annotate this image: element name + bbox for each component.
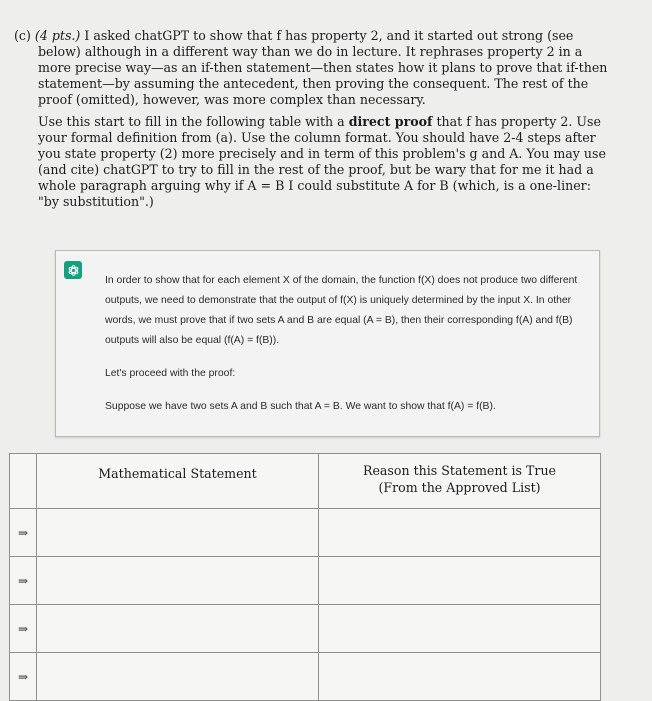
statement-column-header: Mathematical Statement — [37, 454, 319, 509]
chat-paragraph-2: Let's proceed with the proof: — [105, 368, 236, 379]
header-marker-cell — [10, 454, 37, 509]
implies-arrow-icon: ⇒ — [10, 557, 37, 605]
reason-header-line-2: (From the Approved List) — [378, 480, 541, 495]
chatgpt-response-box — [55, 250, 600, 437]
direct-proof-emphasis: direct proof — [348, 114, 433, 129]
problem-paragraph-2-end: that f has property 2. Use your formal definition from (a). Use the column format. You should have 2-4 steps after you state property (2) more precisely and in term of this problem's g and A. You may use (and cite) chatGPT to try to fill in the rest of the proof, but be wary that for me it had a whole paragraph arguing why if A = B I could substitute A for B (which, is a one-liner: "by substitution".) — [38, 114, 606, 209]
reason-header-line-1: Reason this Statement is True — [362, 463, 557, 478]
reason-column-header — [319, 454, 601, 509]
reason-cell[interactable] — [319, 605, 601, 653]
problem-points: (4 pts.) — [34, 28, 81, 43]
table-row — [10, 557, 601, 605]
statement-cell[interactable] — [37, 605, 319, 653]
chatgpt-response-text — [105, 271, 585, 417]
reason-cell[interactable] — [319, 557, 601, 605]
implies-arrow-icon: ⇒ — [10, 509, 37, 557]
implies-arrow-icon: ⇒ — [10, 653, 37, 701]
problem-label: (c) — [14, 28, 31, 43]
problem-paragraph-1 — [14, 28, 614, 108]
reason-cell[interactable] — [319, 653, 601, 701]
table-row — [10, 653, 601, 701]
proof-table — [9, 453, 601, 701]
statement-cell[interactable] — [37, 509, 319, 557]
proof-table-header-row — [10, 454, 601, 509]
problem-text — [14, 28, 614, 210]
chat-paragraph-3: Suppose we have two sets A and B such that A = B. We want to show that f(A) = f(B). — [105, 401, 496, 412]
statement-cell[interactable] — [37, 653, 319, 701]
table-row — [10, 605, 601, 653]
implies-arrow-icon: ⇒ — [10, 605, 37, 653]
problem-paragraph-1-text: I asked chatGPT to show that f has property 2, and it started out strong (see below) although in a different way than we do in lecture. It rephrases property 2 in a more precise way—as an if-then statement—then states how it plans to prove that if-then statement—by assuming the antecedent, then proving the consequent. The rest of the proof (omitted), however, was more complex than necessary. — [38, 28, 608, 107]
chatgpt-logo-icon — [64, 261, 82, 279]
problem-paragraph-2 — [14, 114, 614, 210]
chat-paragraph-1: In order to show that for each element X of the domain, the function f(X) does not produce two different outputs, we need to demonstrate that the output of f(X) is uniquely determined by the input X. In other words, we must prove that if two sets A and B are equal (A = B), then their corresponding f(A) and f(B) outputs will also be equal (f(A) = f(B)). — [105, 275, 578, 346]
reason-cell[interactable] — [319, 509, 601, 557]
statement-cell[interactable] — [37, 557, 319, 605]
table-row — [10, 509, 601, 557]
problem-paragraph-2-start: Use this start to fill in the following table with a — [38, 114, 345, 129]
